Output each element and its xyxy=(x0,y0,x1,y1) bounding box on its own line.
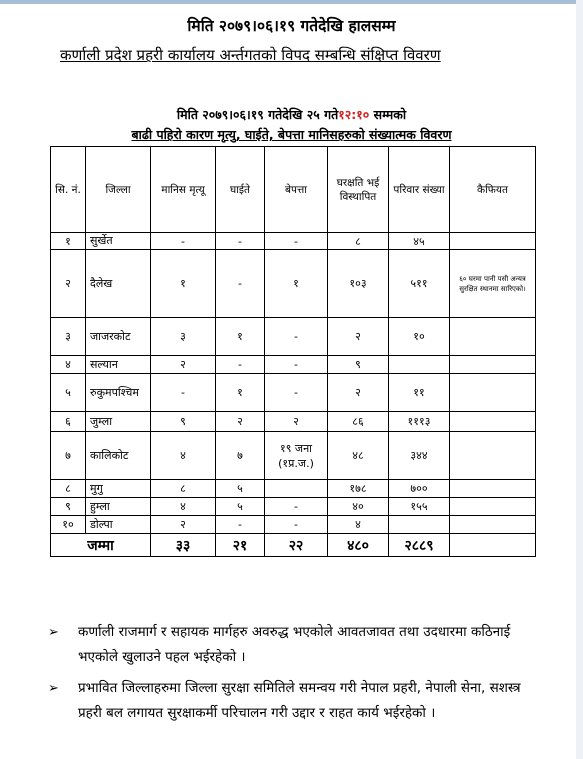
table-header-row xyxy=(51,147,536,233)
report-heading: बाढी पहिरो कारण मृत्यु, घाईते, बेपत्ता मानिसहरुको संख्यात्मक विवरण xyxy=(131,127,452,142)
header-families: परिवार संख्या xyxy=(389,147,450,233)
row-remarks xyxy=(450,516,536,534)
row-missing: १९ जना (१प्र.ज.) xyxy=(265,432,328,480)
row-district: मुगु xyxy=(86,480,151,498)
header-missing: बेपत्ता xyxy=(265,147,328,233)
row-deaths: ४ xyxy=(151,498,216,516)
header-sn: सि. नं. xyxy=(51,147,86,233)
arrow-bullet-icon: ➢ xyxy=(48,625,59,640)
table-row xyxy=(51,250,536,318)
row-deaths: २ xyxy=(151,356,216,374)
row-deaths: - xyxy=(151,233,216,250)
row-deaths: ८ xyxy=(151,480,216,498)
row-missing: १ xyxy=(265,250,328,318)
table-row xyxy=(51,432,536,480)
row-remarks xyxy=(450,374,536,412)
total-remarks xyxy=(450,534,536,557)
table-row xyxy=(51,318,536,356)
row-district: कालिकोट xyxy=(86,432,151,480)
table-row xyxy=(51,412,536,432)
row-families: ५११ xyxy=(389,250,450,318)
row-displaced: ४ xyxy=(328,516,389,534)
total-missing: २२ xyxy=(265,534,328,557)
row-sn: ६ xyxy=(51,412,86,432)
row-deaths: १ xyxy=(151,250,216,318)
row-remarks xyxy=(450,480,536,498)
row-displaced: २ xyxy=(328,374,389,412)
row-remarks xyxy=(450,356,536,374)
row-district: डोल्पा xyxy=(86,516,151,534)
row-injured: १ xyxy=(216,374,265,412)
row-sn: ४ xyxy=(51,356,86,374)
total-deaths: ३३ xyxy=(151,534,216,557)
row-deaths: ३ xyxy=(151,318,216,356)
report-time: १२:१० xyxy=(338,107,370,122)
row-district: जाजरकोट xyxy=(86,318,151,356)
row-district: जुम्ला xyxy=(86,412,151,432)
row-families: ३४४ xyxy=(389,432,450,480)
row-injured: - xyxy=(216,233,265,250)
row-injured: २ xyxy=(216,412,265,432)
row-sn: ७ xyxy=(51,432,86,480)
row-missing: - xyxy=(265,374,328,412)
table-row xyxy=(51,356,536,374)
row-missing: - xyxy=(265,516,328,534)
row-district: हुम्ला xyxy=(86,498,151,516)
list-item xyxy=(48,676,548,726)
row-deaths: २ xyxy=(151,516,216,534)
row-displaced: ९ xyxy=(328,356,389,374)
row-remarks xyxy=(450,498,536,516)
row-sn: ८ xyxy=(51,480,86,498)
table-body xyxy=(51,233,536,557)
row-sn: ३ xyxy=(51,318,86,356)
notes-list xyxy=(48,620,548,732)
page-top-border xyxy=(0,0,583,4)
row-families: १११३ xyxy=(389,412,450,432)
row-remarks xyxy=(450,233,536,250)
row-district: रुकुमपश्चिम xyxy=(86,374,151,412)
row-sn: २ xyxy=(51,250,86,318)
row-families: ११ xyxy=(389,374,450,412)
header-displaced: घरक्षति भई विस्थापित xyxy=(328,147,389,233)
row-injured: - xyxy=(216,516,265,534)
total-label: जम्मा xyxy=(51,534,151,557)
row-missing xyxy=(265,480,328,498)
row-sn: १० xyxy=(51,516,86,534)
row-sn: १ xyxy=(51,233,86,250)
date-prefix: मिति २०७९।०६।१९ गतेदेखि २५ गते xyxy=(176,107,339,122)
disaster-table xyxy=(50,146,536,557)
row-injured: ७ xyxy=(216,432,265,480)
row-injured: १ xyxy=(216,318,265,356)
row-remarks xyxy=(450,318,536,356)
row-missing: - xyxy=(265,498,328,516)
header-deaths: मानिस मृत्यू xyxy=(151,147,216,233)
table-row xyxy=(51,233,536,250)
row-sn: ९ xyxy=(51,498,86,516)
row-missing: - xyxy=(265,356,328,374)
row-missing: - xyxy=(265,233,328,250)
total-families: २८८९ xyxy=(389,534,450,557)
row-missing: २ xyxy=(265,412,328,432)
header-injured: घाईते xyxy=(216,147,265,233)
row-deaths: ४ xyxy=(151,432,216,480)
header-remarks: कैफियत xyxy=(450,147,536,233)
row-deaths: - xyxy=(151,374,216,412)
document-title: मिति २०७९।०६।१९ गतेदेखि हालसम्म xyxy=(187,17,396,35)
row-families: ७०० xyxy=(389,480,450,498)
date-suffix: सम्मको xyxy=(369,107,407,122)
row-families xyxy=(389,516,450,534)
row-district: सुर्खेत xyxy=(86,233,151,250)
document-subtitle: कर्णाली प्रदेश प्रहरी कार्यालय अर्न्तगतको विपद सम्बन्धि संक्षिप्त विवरण xyxy=(60,46,441,64)
total-injured: २१ xyxy=(216,534,265,557)
row-injured: ५ xyxy=(216,498,265,516)
row-remarks xyxy=(450,432,536,480)
note-text: प्रभावित जिल्लाहरुमा जिल्ला सुरक्षा समितिले समन्वय गरी नेपाल प्रहरी, नेपाली सेना, सशस्त्र प्रहरी बल लगायत सुरक्षाकर्मी परिचालन गरी उद्दार र राहत कार्य भईरहेको । xyxy=(78,680,521,721)
table-row xyxy=(51,498,536,516)
row-displaced: ८ xyxy=(328,233,389,250)
table-total-row xyxy=(51,534,536,557)
row-displaced: १७८ xyxy=(328,480,389,498)
row-displaced: ४८ xyxy=(328,432,389,480)
row-sn: ५ xyxy=(51,374,86,412)
row-displaced: ८६ xyxy=(328,412,389,432)
row-missing: - xyxy=(265,318,328,356)
header-district: जिल्ला xyxy=(86,147,151,233)
row-district: सल्यान xyxy=(86,356,151,374)
note-text: कर्णाली राजमार्ग र सहायक मार्गहरु अवरुद्ध भएकोले आवतजावत तथा उदधारमा कठिनाई भएकोले खुलाउने पहल भईरहेको । xyxy=(78,624,511,665)
row-injured: - xyxy=(216,356,265,374)
row-remarks: ६० घरमा पानी पसी अन्यत्र सुरक्षित स्थानमा सारिएको। xyxy=(450,250,536,318)
row-deaths: ९ xyxy=(151,412,216,432)
row-district: दैलेख xyxy=(86,250,151,318)
row-families: १० xyxy=(389,318,450,356)
date-range-line xyxy=(0,106,583,123)
arrow-bullet-icon: ➢ xyxy=(48,681,59,696)
row-families xyxy=(389,356,450,374)
table-row xyxy=(51,480,536,498)
row-displaced: २ xyxy=(328,318,389,356)
row-displaced: १०३ xyxy=(328,250,389,318)
table-row xyxy=(51,516,536,534)
row-families: ४५ xyxy=(389,233,450,250)
table-row xyxy=(51,374,536,412)
list-item xyxy=(48,620,548,670)
row-families: १५५ xyxy=(389,498,450,516)
row-displaced: ४० xyxy=(328,498,389,516)
total-displaced: ४८० xyxy=(328,534,389,557)
row-injured: ५ xyxy=(216,480,265,498)
row-injured: - xyxy=(216,250,265,318)
row-remarks xyxy=(450,412,536,432)
